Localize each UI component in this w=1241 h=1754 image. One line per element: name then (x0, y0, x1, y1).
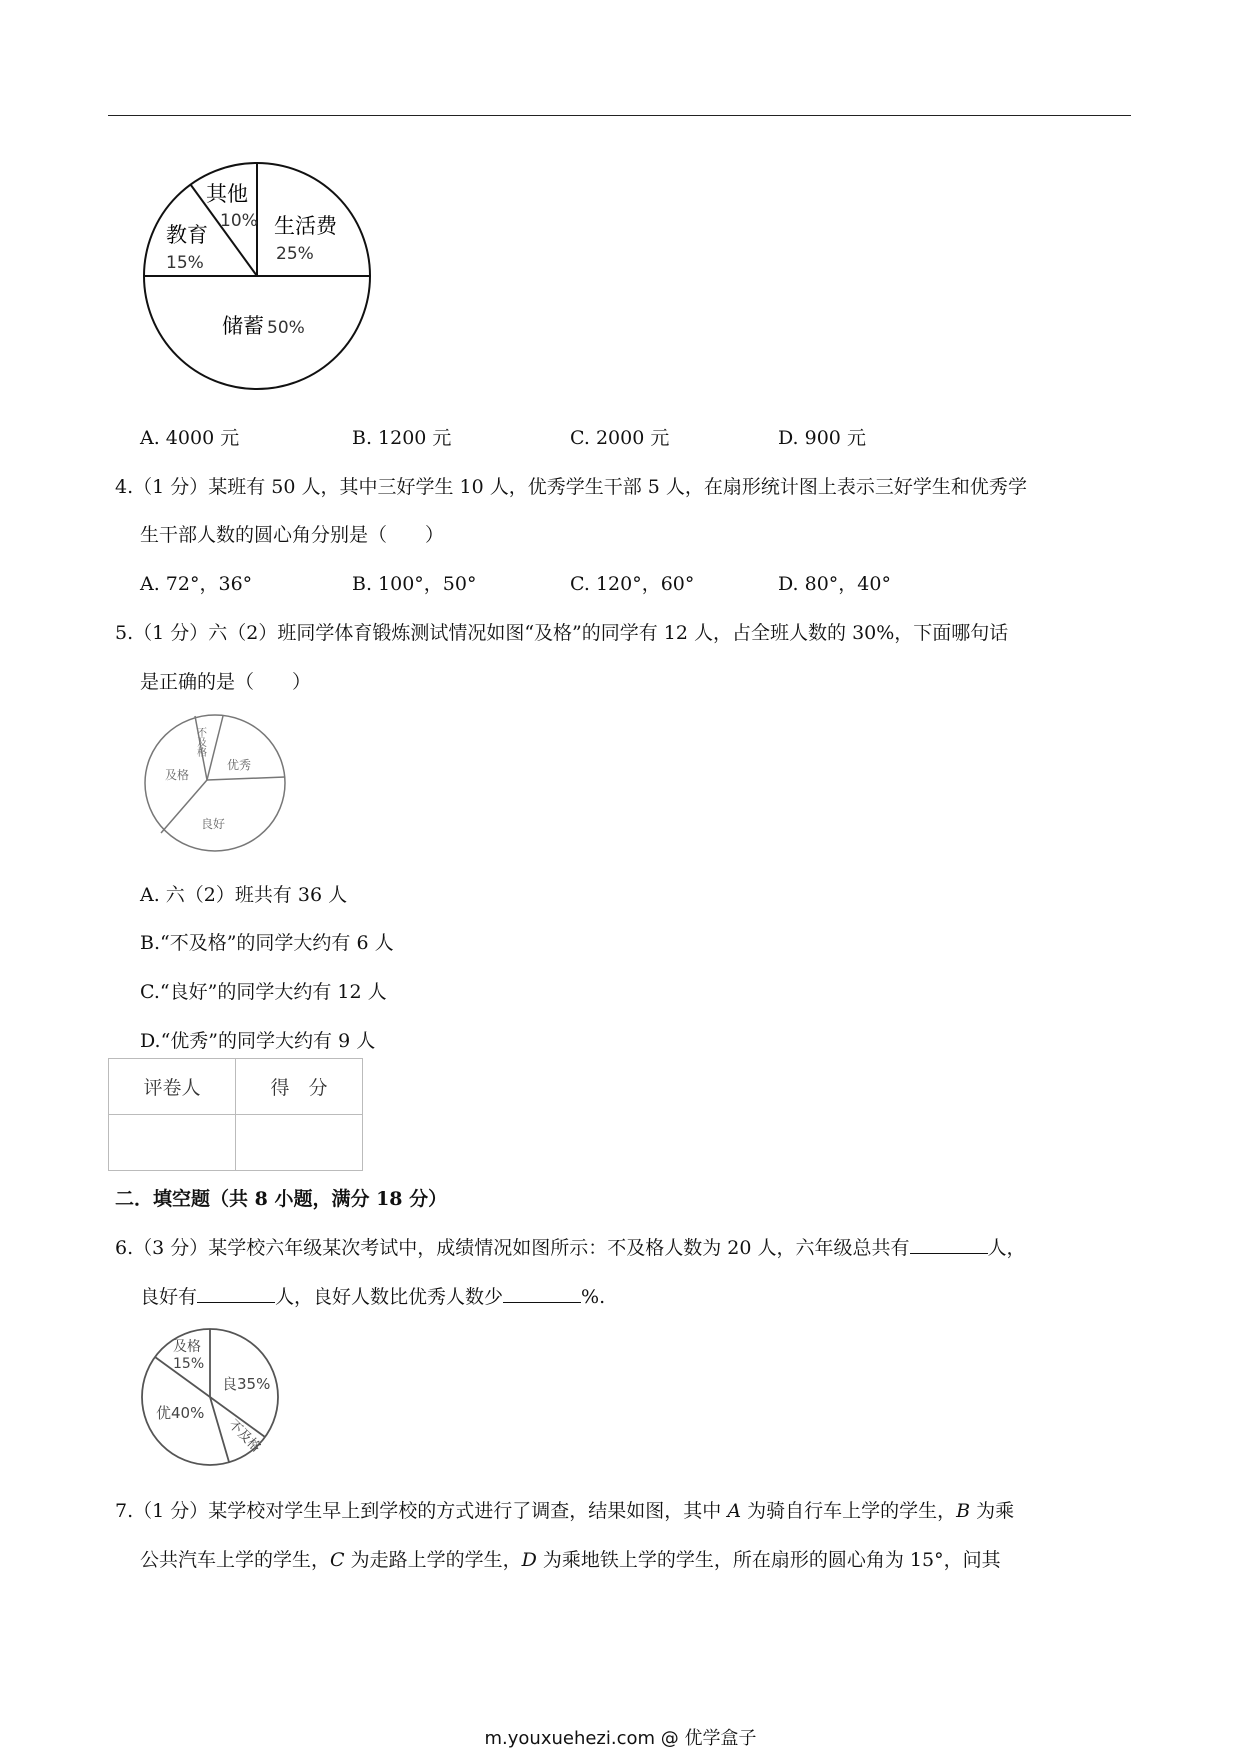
q6-text-part5: %. (581, 1286, 606, 1308)
q7-var-b: B (956, 1500, 971, 1522)
q6-blank-total[interactable] (910, 1234, 988, 1254)
q4-option-c: C. 120°，60° (570, 573, 695, 595)
q3-option-b: B. 1200 元 (352, 427, 452, 449)
fitness-label-excellent: 优秀 (227, 758, 252, 772)
q6-text-part1: 6.（3 分）某学校六年级某次考试中，成绩情况如图所示：不及格人数为 20 人，六年级总共有 (115, 1237, 910, 1259)
q4-option-d: D. 80°，40° (778, 573, 891, 595)
q4-text-line1: 4.（1 分）某班有 50 人，其中三好学生 10 人，优秀学生干部 5 人，在扇形统计图上表示三好学生和优秀学 (115, 476, 1027, 498)
slice-label-education: 教育 (166, 223, 208, 247)
grades-pct-pass: 15% (173, 1356, 205, 1372)
grader-header: 评卷人 (109, 1059, 236, 1115)
grades-label-fail: 不及格 (225, 1417, 264, 1456)
score-cell (236, 1115, 363, 1171)
q7-text-1b: 为骑自行车上学的学生， (741, 1500, 957, 1522)
slice-label-other: 其他 (206, 182, 248, 206)
slice-label-savings: 储蓄 (222, 314, 264, 338)
score-table (108, 1058, 363, 1171)
footer-watermark: m.youxuehezi.com @ 优学盒子 (484, 1728, 757, 1749)
q3-option-c: C. 2000 元 (570, 427, 670, 449)
q6-blank-good[interactable] (197, 1283, 275, 1303)
q7-text-2a: 公共汽车上学的学生， (140, 1549, 331, 1571)
q7-var-c: C (330, 1549, 345, 1571)
q7-var-d: D (521, 1549, 537, 1571)
section-heading: 二．填空题（共 8 小题，满分 18 分） (115, 1188, 448, 1210)
q5-option-c: C.“良好”的同学大约有 12 人 (140, 981, 387, 1003)
fitness-label-good: 良好 (201, 817, 226, 831)
slice-pct-savings: 50% (267, 318, 305, 338)
q7-text-2b: 为走路上学的学生， (344, 1549, 522, 1571)
q7-text-1c: 为乘 (970, 1500, 1015, 1522)
fitness-label-fail: 不及格 (194, 727, 206, 757)
q7-line2 (140, 1545, 1001, 1572)
q5-option-a: A. 六（2）班共有 36 人 (140, 884, 348, 906)
grades-label-good: 良35% (222, 1375, 271, 1393)
q6-line2 (140, 1282, 605, 1309)
q4-option-a: A. 72°，36° (140, 573, 253, 595)
pie-chart-fitness (145, 713, 295, 853)
q7-text-1a: 7.（1 分）某学校对学生早上到学校的方式进行了调查，结果如图，其中 (115, 1500, 728, 1522)
q6-blank-percent[interactable] (503, 1283, 581, 1303)
header-rule (108, 115, 1131, 116)
score-header: 得 分 (236, 1059, 363, 1115)
q4-option-b: B. 100°，50° (352, 573, 477, 595)
q5-option-d: D.“优秀”的同学大约有 9 人 (140, 1030, 376, 1052)
pie-chart-expenses (142, 161, 372, 391)
q3-option-a: A. 4000 元 (140, 427, 240, 449)
q7-text-2c: 为乘地铁上学的学生，所在扇形的圆心角为 15°，问其 (536, 1549, 1001, 1571)
q6-text-part4: 人，良好人数比优秀人数少 (275, 1286, 504, 1308)
grades-label-excellent: 优40% (156, 1404, 205, 1422)
grader-cell (109, 1115, 236, 1171)
pie-chart-grades (140, 1327, 280, 1467)
slice-pct-other: 10% (220, 211, 258, 231)
grades-label-pass: 及格 (173, 1339, 201, 1355)
q5-text-line2: 是正确的是（ ） (140, 671, 312, 693)
q6-text-part3: 良好有 (140, 1286, 198, 1308)
slice-pct-living: 25% (276, 244, 314, 264)
q6-text-part2: 人， (987, 1237, 1026, 1259)
fitness-label-pass: 及格 (165, 768, 190, 782)
q7-line1 (115, 1496, 1014, 1523)
q7-var-a: A (727, 1500, 742, 1522)
q4-text-line2: 生干部人数的圆心角分别是（ ） (140, 524, 445, 546)
slice-pct-education: 15% (166, 253, 204, 273)
q3-option-d: D. 900 元 (778, 427, 866, 449)
q5-option-b: B.“不及格”的同学大约有 6 人 (140, 932, 394, 954)
q6-line1 (115, 1233, 1026, 1260)
q5-text-line1: 5.（1 分）六（2）班同学体育锻炼测试情况如图“及格”的同学有 12 人，占全班人数的 30%，下面哪句话 (115, 622, 1009, 644)
slice-label-living: 生活费 (274, 214, 337, 238)
